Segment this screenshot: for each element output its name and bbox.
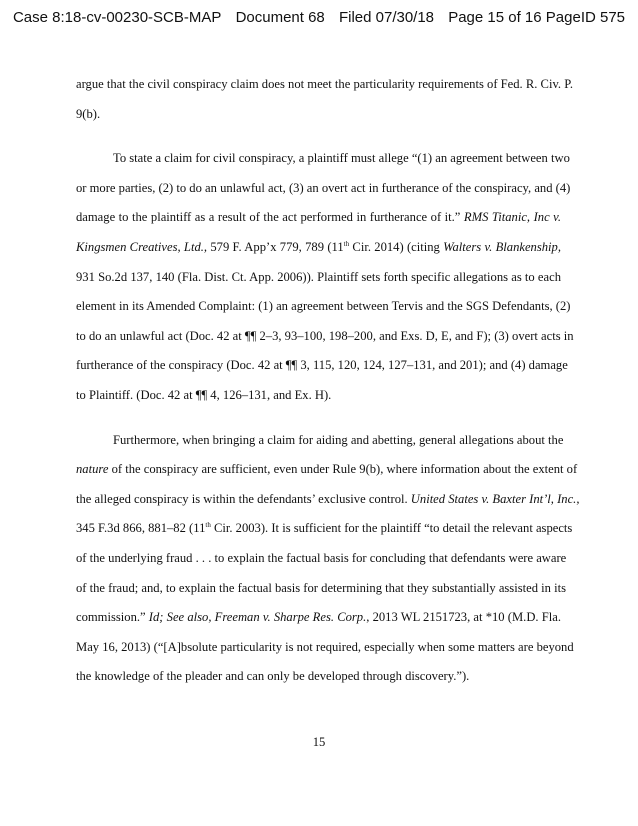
text-line: to do an unlawful act (Doc. 42 at ¶¶ 2–3, 93–100, 198–200, and Exs. D, E, and F); (3) overt acts in [76,328,574,343]
text-run: 579 F. App’x 779, 789 (11 [207,239,344,254]
text-run: , 2013 WL 2151723, at *10 (M.D. Fla. [366,610,561,625]
text-line: argue that the civil conspiracy claim does not meet the particularity requirements of Fed. R. Civ. P. [76,77,573,91]
text-line: 9(b). [76,106,101,121]
document-body [76,70,580,692]
case-number: Case 8:18-cv-00230-SCB-MAP [12,9,222,26]
text-line [76,603,561,633]
text-line: May 16, 2013) (“[A]bsolute particularity is not required, especially when some matters are beyond [76,639,574,654]
ordinal-suffix: th [205,521,211,530]
text-line [76,203,561,233]
paragraph-2 [76,144,574,410]
text-line [76,485,580,515]
text-line: furtherance of the conspiracy (Doc. 42 at ¶¶ 3, 115, 120, 124, 127–131, and 201); and (4) damage [76,358,568,373]
case-header [0,9,638,26]
text-line: Furthermore, when bringing a claim for aiding and abetting, general allegations about the [113,432,564,447]
page-id: Page 15 of 16 PageID 575 [448,9,626,26]
ordinal-suffix: th [343,239,350,248]
paragraph-1 [76,70,573,129]
case-citation: RMS Titanic, Inc v. [463,210,561,225]
text-line: or more parties, (2) to do an unlawful act, (3) an overt act in furtherance of the conspiracy, and (4) [76,180,571,195]
text-line [76,514,573,544]
case-citation: Id; See also, Freeman v. Sharpe Res. Corp. [148,610,367,625]
filed-date: Filed 07/30/18 [338,9,435,26]
text-line [76,233,561,263]
case-citation: Walters v. Blankenship, [443,239,561,254]
case-citation: United States v. Baxter Int’l, Inc., [410,491,580,506]
text-run: of the conspiracy are sufficient, even under Rule 9(b), where information about the extent of [108,462,578,477]
page-number: 15 [312,735,326,749]
text-run: Cir. 2003). It is sufficient for the plaintiff “to detail the relevant aspects [210,521,573,536]
emphasis: nature [76,462,109,477]
text-line: of the fraud; and, to explain the factual basis for determining that they substantially assisted in its [76,580,566,595]
text-run: commission.” [76,610,149,625]
text-line: 931 So.2d 137, 140 (Fla. Dist. Ct. App. 2006)). Plaintiff sets forth specific allegations as to each [76,269,561,284]
text-run: 345 F.3d 866, 881–82 (11 [76,521,206,536]
paragraph-3 [76,426,580,692]
text-run: the alleged conspiracy is within the defendants’ exclusive control. [76,491,411,506]
text-run: Cir. 2014) (citing [349,239,444,254]
case-citation: Kingsmen Creatives, Ltd., [76,239,208,254]
text-line [76,455,578,485]
text-line: of the underlying fraud . . . to explain the factual basis for concluding that defendants were aware [76,550,567,565]
text-line: to Plaintiff. (Doc. 42 at ¶¶ 4, 126–131, and Ex. H). [76,387,332,402]
text-line: the knowledge of the pleader and can only be developed through discovery.”). [76,669,470,684]
text-run: damage to the plaintiff as a result of the act performed in furtherance of it.” [76,210,464,225]
document-number: Document 68 [235,9,325,26]
text-line: To state a claim for civil conspiracy, a plaintiff must allege “(1) an agreement between two [113,151,570,166]
text-line: element in its Amended Complaint: (1) an agreement between Tervis and the SGS Defendants, (2) [76,299,571,314]
